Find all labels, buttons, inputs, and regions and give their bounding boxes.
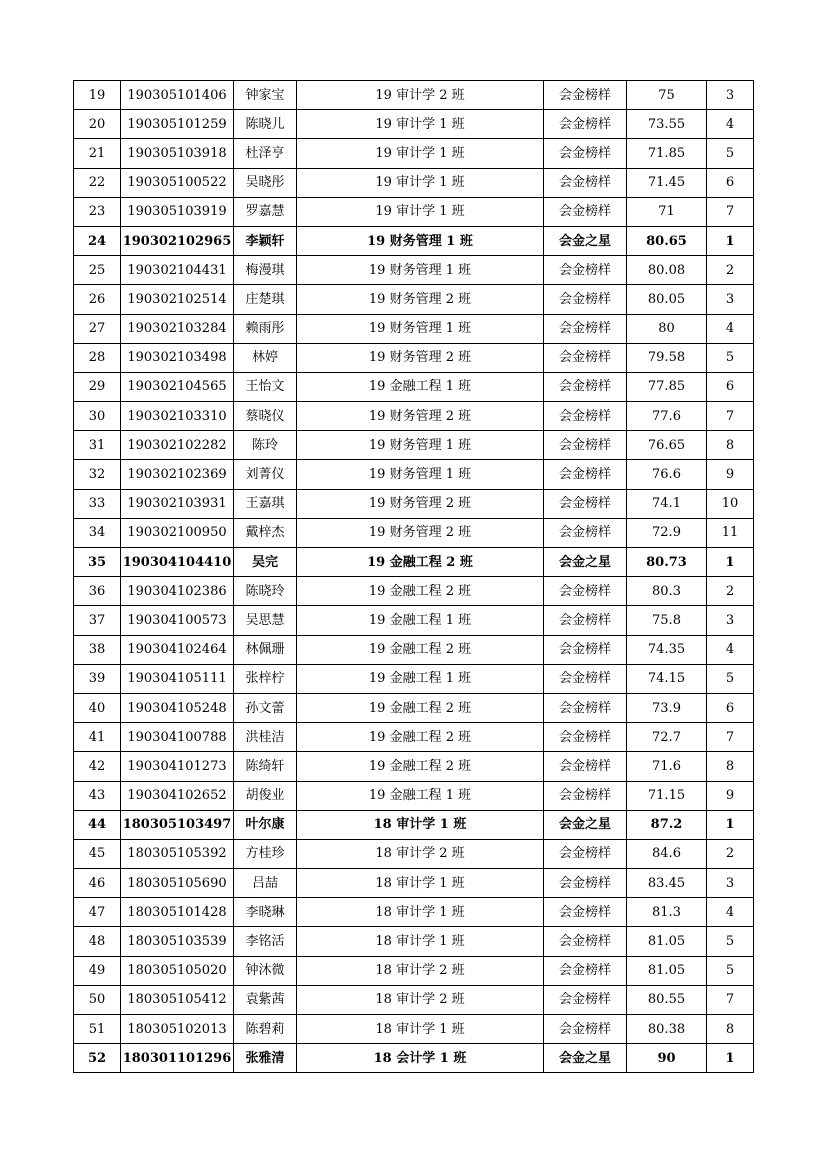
class-name-cell: 18 审计学 2 班: [297, 956, 544, 985]
award-title-cell: 会金之星: [544, 810, 627, 839]
score-cell: 80.55: [627, 985, 707, 1014]
row-number-cell: 32: [74, 460, 121, 489]
row-number-cell: 31: [74, 431, 121, 460]
student-id-cell: 190302103310: [121, 402, 234, 431]
row-number-cell: 29: [74, 372, 121, 401]
student-id-cell: 190304102652: [121, 781, 234, 810]
row-number-cell: 23: [74, 197, 121, 226]
student-id-cell: 190305100522: [121, 168, 234, 197]
rank-cell: 11: [707, 518, 754, 547]
class-name-cell: 18 审计学 1 班: [297, 927, 544, 956]
rank-cell: 5: [707, 956, 754, 985]
student-name-cell: 吴晓彤: [234, 168, 297, 197]
score-cell: 80.08: [627, 256, 707, 285]
class-name-cell: 19 审计学 1 班: [297, 110, 544, 139]
student-name-cell: 吕喆: [234, 869, 297, 898]
award-title-cell: 会金榜样: [544, 635, 627, 664]
student-name-cell: 李晓琳: [234, 898, 297, 927]
score-cell: 77.6: [627, 402, 707, 431]
row-number-cell: 42: [74, 752, 121, 781]
score-cell: 84.6: [627, 839, 707, 868]
rank-cell: 6: [707, 372, 754, 401]
class-name-cell: 19 金融工程 1 班: [297, 606, 544, 635]
rank-cell: 10: [707, 489, 754, 518]
student-name-cell: 蔡晓仪: [234, 402, 297, 431]
rank-cell: 5: [707, 664, 754, 693]
row-number-cell: 34: [74, 518, 121, 547]
student-id-cell: 190304100788: [121, 723, 234, 752]
student-id-cell: 190304100573: [121, 606, 234, 635]
table-row: [74, 489, 754, 518]
student-id-cell: 190304105111: [121, 664, 234, 693]
score-cell: 81.05: [627, 956, 707, 985]
student-id-cell: 180305105020: [121, 956, 234, 985]
class-name-cell: 19 财务管理 2 班: [297, 343, 544, 372]
student-name-cell: 刘菁仪: [234, 460, 297, 489]
row-number-cell: 49: [74, 956, 121, 985]
table-row: [74, 752, 754, 781]
student-id-cell: 190302104565: [121, 372, 234, 401]
class-name-cell: 19 金融工程 2 班: [297, 635, 544, 664]
row-number-cell: 45: [74, 839, 121, 868]
class-name-cell: 19 财务管理 2 班: [297, 402, 544, 431]
award-title-cell: 会金榜样: [544, 956, 627, 985]
score-cell: 80.65: [627, 226, 707, 255]
rank-cell: 1: [707, 548, 754, 577]
student-id-cell: 180305103539: [121, 927, 234, 956]
student-name-cell: 林佩珊: [234, 635, 297, 664]
row-number-cell: 22: [74, 168, 121, 197]
student-id-cell: 190304102386: [121, 577, 234, 606]
student-id-cell: 180301101296: [121, 1044, 234, 1073]
table-row: [74, 664, 754, 693]
student-name-cell: 陈玲: [234, 431, 297, 460]
rank-cell: 7: [707, 402, 754, 431]
rank-cell: 6: [707, 693, 754, 722]
table-row: [74, 168, 754, 197]
row-number-cell: 41: [74, 723, 121, 752]
student-id-cell: 180305101428: [121, 898, 234, 927]
student-id-cell: 190302103284: [121, 314, 234, 343]
class-name-cell: 19 金融工程 1 班: [297, 664, 544, 693]
student-id-cell: 190302103931: [121, 489, 234, 518]
score-cell: 81.05: [627, 927, 707, 956]
score-cell: 75.8: [627, 606, 707, 635]
award-title-cell: 会金榜样: [544, 343, 627, 372]
score-cell: 80: [627, 314, 707, 343]
score-cell: 80.05: [627, 285, 707, 314]
student-name-cell: 戴梓杰: [234, 518, 297, 547]
award-title-cell: 会金榜样: [544, 402, 627, 431]
award-title-cell: 会金榜样: [544, 431, 627, 460]
award-title-cell: 会金榜样: [544, 110, 627, 139]
class-name-cell: 18 会计学 1 班: [297, 1044, 544, 1073]
score-cell: 71.6: [627, 752, 707, 781]
award-title-cell: 会金榜样: [544, 577, 627, 606]
student-name-cell: 洪桂洁: [234, 723, 297, 752]
class-name-cell: 19 审计学 2 班: [297, 81, 544, 110]
award-title-cell: 会金榜样: [544, 869, 627, 898]
student-name-cell: 陈碧莉: [234, 1015, 297, 1044]
rank-cell: 3: [707, 81, 754, 110]
award-title-cell: 会金榜样: [544, 898, 627, 927]
class-name-cell: 18 审计学 1 班: [297, 1015, 544, 1044]
award-title-cell: 会金榜样: [544, 197, 627, 226]
row-number-cell: 40: [74, 693, 121, 722]
award-title-cell: 会金榜样: [544, 723, 627, 752]
student-name-cell: 罗嘉慧: [234, 197, 297, 226]
table-row: [74, 285, 754, 314]
student-name-cell: 钟沐微: [234, 956, 297, 985]
student-id-cell: 190304105248: [121, 693, 234, 722]
score-cell: 81.3: [627, 898, 707, 927]
student-id-cell: 190305101406: [121, 81, 234, 110]
row-number-cell: 36: [74, 577, 121, 606]
rank-cell: 6: [707, 168, 754, 197]
student-name-cell: 庄楚琪: [234, 285, 297, 314]
table-row: [74, 1015, 754, 1044]
row-number-cell: 39: [74, 664, 121, 693]
class-name-cell: 19 金融工程 1 班: [297, 781, 544, 810]
class-name-cell: 18 审计学 1 班: [297, 810, 544, 839]
award-title-cell: 会金之星: [544, 548, 627, 577]
rank-cell: 1: [707, 226, 754, 255]
row-number-cell: 24: [74, 226, 121, 255]
score-cell: 80.3: [627, 577, 707, 606]
student-name-cell: 陈晓儿: [234, 110, 297, 139]
table-row-star: [74, 1044, 754, 1073]
score-cell: 80.38: [627, 1015, 707, 1044]
rank-cell: 1: [707, 810, 754, 839]
award-title-cell: 会金榜样: [544, 606, 627, 635]
student-name-cell: 吴完: [234, 548, 297, 577]
table-row: [74, 927, 754, 956]
student-id-cell: 180305102013: [121, 1015, 234, 1044]
class-name-cell: 18 审计学 1 班: [297, 898, 544, 927]
score-cell: 77.85: [627, 372, 707, 401]
award-title-cell: 会金榜样: [544, 985, 627, 1014]
row-number-cell: 28: [74, 343, 121, 372]
table-row: [74, 869, 754, 898]
student-name-cell: 吴思慧: [234, 606, 297, 635]
class-name-cell: 19 财务管理 1 班: [297, 460, 544, 489]
student-name-cell: 李颖轩: [234, 226, 297, 255]
row-number-cell: 20: [74, 110, 121, 139]
class-name-cell: 19 审计学 1 班: [297, 168, 544, 197]
award-title-cell: 会金榜样: [544, 81, 627, 110]
table-row: [74, 635, 754, 664]
student-id-cell: 190304104410: [121, 548, 234, 577]
score-cell: 74.35: [627, 635, 707, 664]
rank-cell: 5: [707, 343, 754, 372]
table-row: [74, 81, 754, 110]
rank-cell: 4: [707, 314, 754, 343]
class-name-cell: 18 审计学 2 班: [297, 839, 544, 868]
award-title-cell: 会金榜样: [544, 168, 627, 197]
student-id-cell: 190304101273: [121, 752, 234, 781]
student-id-cell: 190302102965: [121, 226, 234, 255]
score-cell: 76.6: [627, 460, 707, 489]
table-row-star: [74, 548, 754, 577]
rank-cell: 5: [707, 927, 754, 956]
award-title-cell: 会金榜样: [544, 460, 627, 489]
table-row-star: [74, 810, 754, 839]
class-name-cell: 19 金融工程 2 班: [297, 693, 544, 722]
student-id-cell: 180305105690: [121, 869, 234, 898]
table-row: [74, 577, 754, 606]
table-row: [74, 839, 754, 868]
rank-cell: 7: [707, 723, 754, 752]
row-number-cell: 19: [74, 81, 121, 110]
score-cell: 72.9: [627, 518, 707, 547]
row-number-cell: 21: [74, 139, 121, 168]
student-name-cell: 李铭活: [234, 927, 297, 956]
table-row: [74, 343, 754, 372]
row-number-cell: 38: [74, 635, 121, 664]
student-name-cell: 袁紫茜: [234, 985, 297, 1014]
award-title-cell: 会金之星: [544, 1044, 627, 1073]
student-id-cell: 190302103498: [121, 343, 234, 372]
student-name-cell: 林婷: [234, 343, 297, 372]
rank-cell: 2: [707, 256, 754, 285]
student-name-cell: 陈绮轩: [234, 752, 297, 781]
score-cell: 87.2: [627, 810, 707, 839]
student-name-cell: 钟家宝: [234, 81, 297, 110]
student-name-cell: 王嘉琪: [234, 489, 297, 518]
score-cell: 79.58: [627, 343, 707, 372]
score-cell: 80.73: [627, 548, 707, 577]
student-id-cell: 190302100950: [121, 518, 234, 547]
student-name-cell: 杜泽亨: [234, 139, 297, 168]
rank-cell: 9: [707, 781, 754, 810]
row-number-cell: 50: [74, 985, 121, 1014]
student-name-cell: 胡俊业: [234, 781, 297, 810]
table-row: [74, 985, 754, 1014]
award-title-cell: 会金榜样: [544, 752, 627, 781]
score-cell: 90: [627, 1044, 707, 1073]
class-name-cell: 18 审计学 2 班: [297, 985, 544, 1014]
table-row: [74, 606, 754, 635]
student-name-cell: 方桂珍: [234, 839, 297, 868]
rank-cell: 3: [707, 869, 754, 898]
score-cell: 71: [627, 197, 707, 226]
rank-cell: 7: [707, 197, 754, 226]
class-name-cell: 19 审计学 1 班: [297, 139, 544, 168]
rank-cell: 9: [707, 460, 754, 489]
score-cell: 73.55: [627, 110, 707, 139]
table-row: [74, 693, 754, 722]
rank-cell: 8: [707, 431, 754, 460]
award-title-cell: 会金榜样: [544, 489, 627, 518]
award-title-cell: 会金榜样: [544, 1015, 627, 1044]
row-number-cell: 25: [74, 256, 121, 285]
rank-cell: 2: [707, 577, 754, 606]
table-row: [74, 460, 754, 489]
student-name-cell: 王怡文: [234, 372, 297, 401]
student-id-cell: 190302102514: [121, 285, 234, 314]
score-cell: 74.1: [627, 489, 707, 518]
class-name-cell: 19 金融工程 2 班: [297, 548, 544, 577]
rank-cell: 4: [707, 635, 754, 664]
student-id-cell: 180305105392: [121, 839, 234, 868]
class-name-cell: 19 金融工程 2 班: [297, 752, 544, 781]
row-number-cell: 44: [74, 810, 121, 839]
class-name-cell: 19 财务管理 1 班: [297, 431, 544, 460]
award-title-cell: 会金榜样: [544, 372, 627, 401]
rank-cell: 8: [707, 1015, 754, 1044]
award-title-cell: 会金榜样: [544, 781, 627, 810]
rank-cell: 5: [707, 139, 754, 168]
class-name-cell: 19 财务管理 2 班: [297, 489, 544, 518]
class-name-cell: 19 财务管理 1 班: [297, 314, 544, 343]
student-name-cell: 叶尔康: [234, 810, 297, 839]
row-number-cell: 48: [74, 927, 121, 956]
table-row: [74, 372, 754, 401]
table-row: [74, 781, 754, 810]
award-title-cell: 会金榜样: [544, 139, 627, 168]
row-number-cell: 37: [74, 606, 121, 635]
row-number-cell: 47: [74, 898, 121, 927]
row-number-cell: 26: [74, 285, 121, 314]
table-row-star: [74, 226, 754, 255]
table-row: [74, 898, 754, 927]
class-name-cell: 19 财务管理 2 班: [297, 518, 544, 547]
row-number-cell: 46: [74, 869, 121, 898]
award-title-cell: 会金榜样: [544, 664, 627, 693]
student-id-cell: 180305105412: [121, 985, 234, 1014]
score-cell: 83.45: [627, 869, 707, 898]
score-cell: 71.85: [627, 139, 707, 168]
table-row: [74, 256, 754, 285]
award-title-cell: 会金榜样: [544, 693, 627, 722]
rank-cell: 7: [707, 985, 754, 1014]
student-name-cell: 孙文蕾: [234, 693, 297, 722]
row-number-cell: 51: [74, 1015, 121, 1044]
class-name-cell: 19 金融工程 2 班: [297, 577, 544, 606]
class-name-cell: 19 财务管理 2 班: [297, 285, 544, 314]
rank-cell: 3: [707, 285, 754, 314]
student-id-cell: 180305103497: [121, 810, 234, 839]
table-row: [74, 723, 754, 752]
student-id-cell: 190302102282: [121, 431, 234, 460]
award-title-cell: 会金榜样: [544, 314, 627, 343]
score-cell: 76.65: [627, 431, 707, 460]
row-number-cell: 27: [74, 314, 121, 343]
table-row: [74, 402, 754, 431]
score-cell: 75: [627, 81, 707, 110]
student-id-cell: 190305103919: [121, 197, 234, 226]
rank-cell: 4: [707, 110, 754, 139]
student-id-cell: 190305101259: [121, 110, 234, 139]
award-title-cell: 会金榜样: [544, 518, 627, 547]
student-id-cell: 190302102369: [121, 460, 234, 489]
rank-cell: 8: [707, 752, 754, 781]
table-row: [74, 139, 754, 168]
student-name-cell: 梅漫琪: [234, 256, 297, 285]
table-row: [74, 314, 754, 343]
student-name-cell: 张梓柠: [234, 664, 297, 693]
table-row: [74, 431, 754, 460]
student-name-cell: 陈晓玲: [234, 577, 297, 606]
table-row: [74, 518, 754, 547]
row-number-cell: 43: [74, 781, 121, 810]
student-name-cell: 张雅清: [234, 1044, 297, 1073]
table-row: [74, 197, 754, 226]
row-number-cell: 52: [74, 1044, 121, 1073]
row-number-cell: 30: [74, 402, 121, 431]
table-body: [74, 81, 754, 1073]
award-title-cell: 会金榜样: [544, 256, 627, 285]
rank-cell: 1: [707, 1044, 754, 1073]
row-number-cell: 35: [74, 548, 121, 577]
class-name-cell: 19 金融工程 2 班: [297, 723, 544, 752]
class-name-cell: 19 审计学 1 班: [297, 197, 544, 226]
score-cell: 72.7: [627, 723, 707, 752]
score-cell: 73.9: [627, 693, 707, 722]
award-title-cell: 会金榜样: [544, 839, 627, 868]
class-name-cell: 19 财务管理 1 班: [297, 226, 544, 255]
score-cell: 71.45: [627, 168, 707, 197]
class-name-cell: 18 审计学 1 班: [297, 869, 544, 898]
rank-cell: 3: [707, 606, 754, 635]
row-number-cell: 33: [74, 489, 121, 518]
award-title-cell: 会金榜样: [544, 927, 627, 956]
student-name-cell: 赖雨彤: [234, 314, 297, 343]
table-row: [74, 956, 754, 985]
score-cell: 74.15: [627, 664, 707, 693]
award-ranking-table: [73, 80, 754, 1073]
table-row: [74, 110, 754, 139]
student-id-cell: 190304102464: [121, 635, 234, 664]
award-title-cell: 会金榜样: [544, 285, 627, 314]
rank-cell: 2: [707, 839, 754, 868]
class-name-cell: 19 财务管理 1 班: [297, 256, 544, 285]
rank-cell: 4: [707, 898, 754, 927]
student-id-cell: 190305103918: [121, 139, 234, 168]
student-id-cell: 190302104431: [121, 256, 234, 285]
score-cell: 71.15: [627, 781, 707, 810]
award-title-cell: 会金之星: [544, 226, 627, 255]
class-name-cell: 19 金融工程 1 班: [297, 372, 544, 401]
